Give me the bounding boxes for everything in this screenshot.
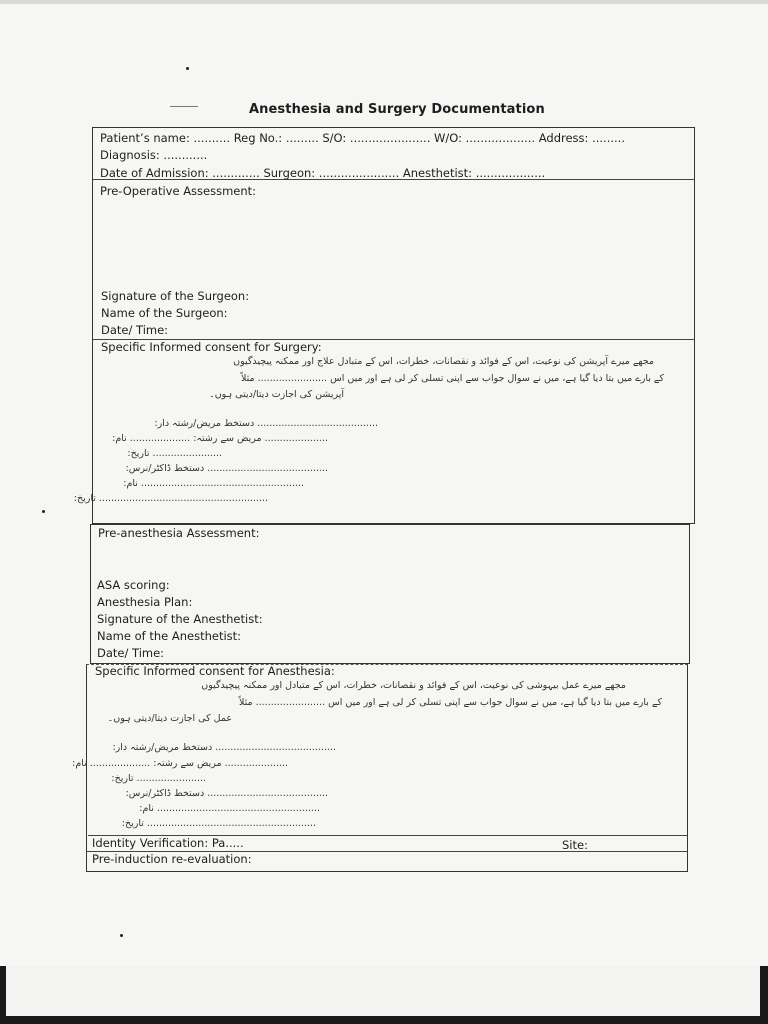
surgeon-name-label: Name of the Surgeon:	[101, 306, 228, 320]
relation-field: ..................... مریض سے رشتہ: .................... نام:	[72, 758, 288, 769]
preop-date-label: Date/ Time:	[101, 323, 169, 337]
diagnosis-line: Diagnosis: ............	[100, 148, 208, 162]
patient-signature-field: ........................................ دستخط مریض/رشتہ دار:	[154, 418, 378, 429]
patient-signature-field: ........................................ دستخط مریض/رشتہ دار:	[112, 742, 336, 753]
doctor-signature-field: ........................................ دستخط ڈاکٹر/نرس:	[125, 788, 328, 799]
anesthesia-consent-heading: Specific Informed consent for Anesthesia:	[95, 664, 335, 678]
identity-verification-label: Identity Verification: Pa.....	[92, 836, 244, 850]
anesthesia-consent-text: عمل کی اجازت دیتا/دیتی ہوں۔	[107, 713, 232, 724]
asa-scoring-label: ASA scoring:	[97, 578, 170, 592]
preanesthesia-box	[90, 524, 690, 664]
surgery-consent-text: آپریشن کی اجازت دیتا/دیتی ہوں۔	[209, 389, 344, 400]
anesthesia-plan-label: Anesthesia Plan:	[97, 595, 193, 609]
anesthetist-signature-label: Signature of the Anesthetist:	[97, 612, 263, 626]
surgeon-signature-label: Signature of the Surgeon:	[101, 289, 250, 303]
surgery-consent-text: کے بارے میں بتا دیا گیا ہے، میں نے سوال جواب سے اپنی تسلی کر لی ہے اور میں اس ....................... مثلاً	[240, 373, 664, 384]
date-field: ....................... تاریخ:	[111, 773, 206, 784]
doctor-signature-field: ........................................ دستخط ڈاکٹر/نرس:	[125, 463, 328, 474]
doctor-name-field: ...................................................... نام:	[139, 803, 320, 814]
preop-heading: Pre-Operative Assessment:	[100, 184, 257, 198]
anesthesia-consent-text: مجھے میرے عمل بیہوشی کی نوعیت، اس کے فوائد و نقصانات، خطرات، اس کے متبادل اور ممکنہ پیچیدگیوں	[201, 680, 626, 691]
admission-line: Date of Admission: ............. Surgeon: ...................... Anesthetist: ...................	[100, 166, 546, 180]
preanesthesia-date-label: Date/ Time:	[97, 646, 165, 660]
preanesthesia-heading: Pre-anesthesia Assessment:	[98, 526, 260, 540]
surgery-consent-heading: Specific Informed consent for Surgery:	[101, 340, 322, 354]
doctor-name-field: ...................................................... نام:	[123, 478, 304, 489]
doctor-date-field: ........................................................ تاریخ:	[121, 818, 316, 829]
reevaluation-label: Pre-induction re-evaluation:	[92, 852, 252, 866]
date-field: ....................... تاریخ:	[127, 448, 222, 459]
surgery-consent-text: مجھے میرے آپریشن کی نوعیت، اس کے فوائد و نقصانات، خطرات، اس کے متبادل علاج اور ممکنہ پیچیدگیوں	[233, 356, 654, 367]
doctor-date-field: ........................................................ تاریخ:	[73, 493, 268, 504]
document-title: Anesthesia and Surgery Documentation	[249, 102, 545, 117]
underlying-sheet	[6, 966, 760, 1016]
paper-speck	[186, 67, 189, 70]
paper-speck	[120, 934, 123, 937]
site-label: Site:	[562, 838, 588, 852]
relation-field: ..................... مریض سے رشتہ: .................... نام:	[112, 433, 328, 444]
anesthetist-name-label: Name of the Anesthetist:	[97, 629, 242, 643]
patient-details-line: Patient’s name: .......... Reg No.: ......... S/O: ...................... W/O: ................... Address: .........	[100, 131, 625, 145]
stray-mark	[170, 106, 198, 107]
anesthesia-consent-text: کے بارے میں بتا دیا گیا ہے، میں نے سوال جواب سے اپنی تسلی کر لی ہے اور میں اس ....................... مثلاً	[238, 697, 662, 708]
paper-speck	[42, 510, 45, 513]
